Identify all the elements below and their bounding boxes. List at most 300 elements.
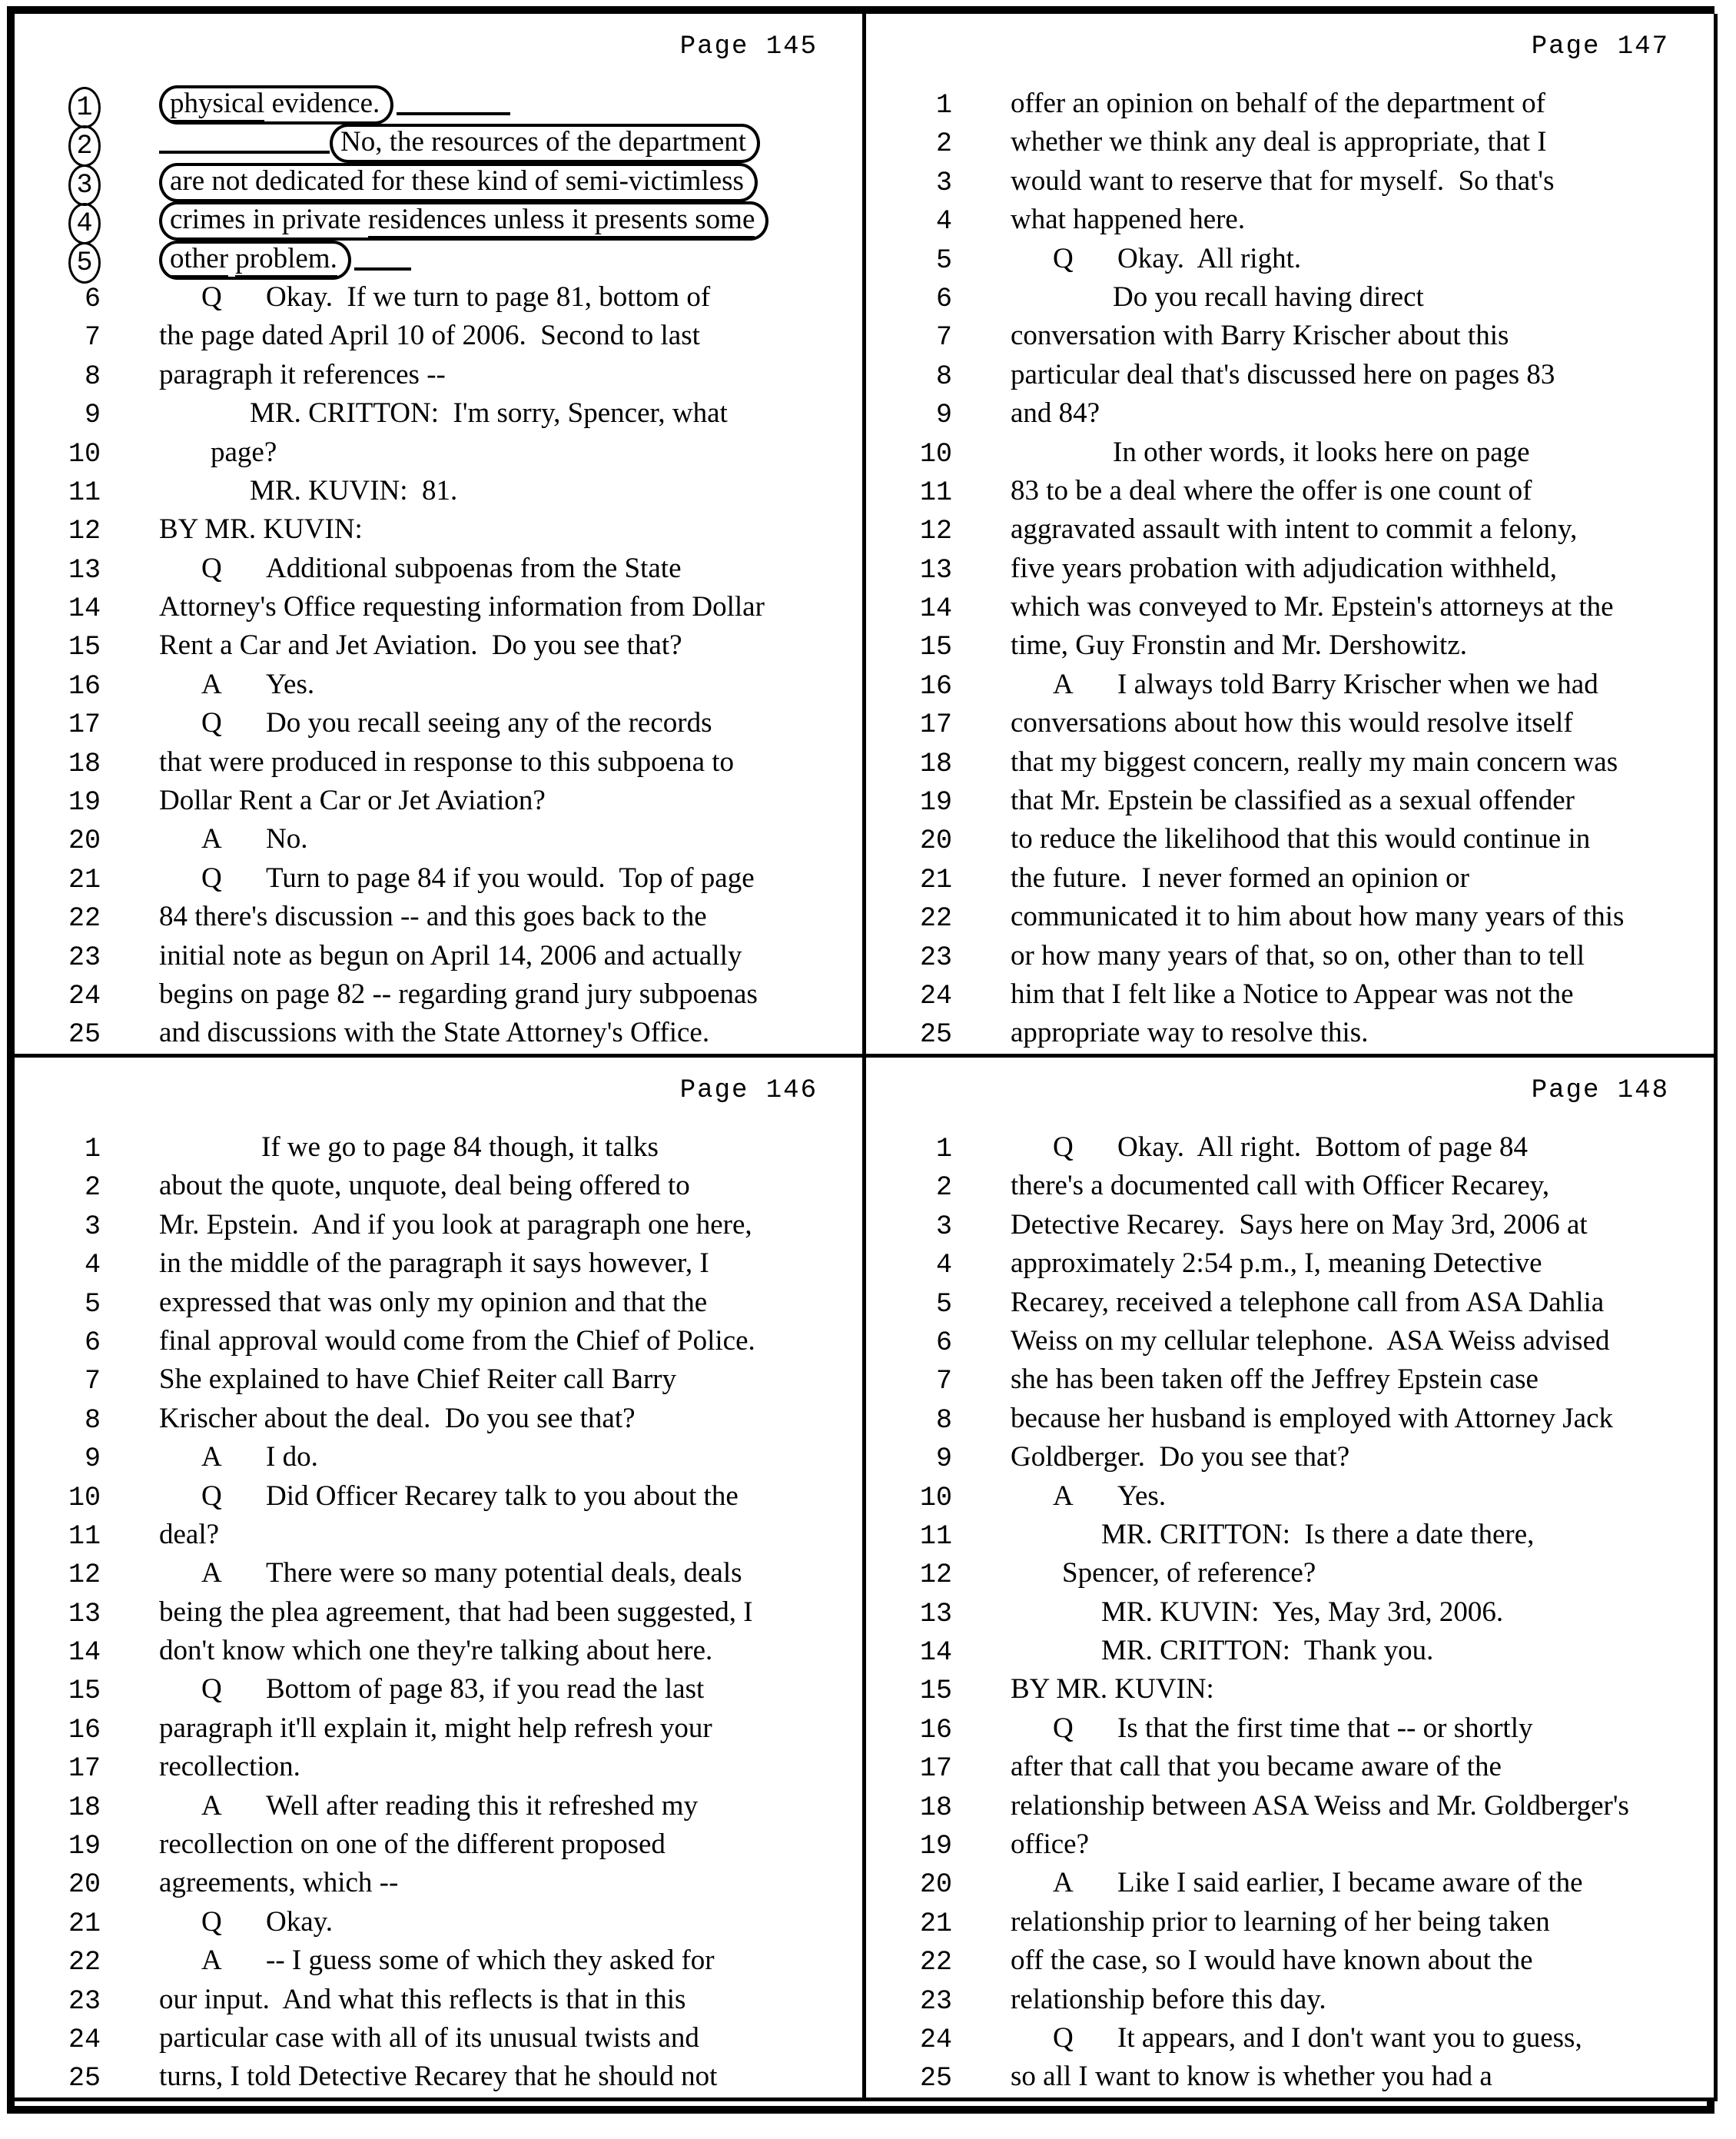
line-text bbox=[952, 472, 1532, 510]
line-text bbox=[101, 820, 307, 859]
line-text-indent bbox=[1011, 513, 1577, 545]
line-text-indent bbox=[1011, 1945, 1533, 1976]
line-row bbox=[15, 1284, 862, 1322]
line-text bbox=[101, 1014, 709, 1052]
text-segment: Krischer about the deal. Do you see that? bbox=[159, 1402, 636, 1434]
line-text bbox=[101, 472, 457, 510]
line-row bbox=[15, 704, 862, 742]
line-text bbox=[952, 1748, 1502, 1786]
line-text bbox=[952, 1438, 1349, 1476]
line-number-cell bbox=[15, 671, 101, 702]
text-segment: because her husband is employed with Attorney Jack bbox=[1011, 1402, 1613, 1434]
line-row bbox=[15, 1670, 862, 1709]
line-number-cell bbox=[15, 1599, 101, 1629]
qa-marker: A bbox=[201, 1945, 222, 1977]
line-text-indent bbox=[1011, 1480, 1166, 1512]
line-row bbox=[15, 1864, 862, 1902]
line-text-indent bbox=[159, 1247, 709, 1279]
line-row bbox=[15, 278, 862, 317]
line-row bbox=[866, 898, 1714, 936]
text-segment: final approval would come from the Chief of Police. bbox=[159, 1324, 755, 1357]
line-text-indent bbox=[159, 165, 758, 197]
line-text bbox=[101, 1981, 685, 2019]
text-segment: In other words, it looks here on page bbox=[1113, 436, 1530, 468]
line-number: 21 bbox=[919, 1908, 952, 1939]
annotation-underline bbox=[159, 151, 330, 154]
line-number-cell bbox=[866, 865, 952, 895]
line-number: 6 bbox=[84, 1327, 101, 1358]
line-number-cell bbox=[866, 439, 952, 470]
line-text bbox=[952, 278, 1424, 317]
line-number: 7 bbox=[84, 1366, 101, 1397]
line-number-cell bbox=[866, 749, 952, 779]
line-text-indent bbox=[1011, 1984, 1326, 2015]
line-row bbox=[866, 550, 1714, 588]
line-number-cell bbox=[866, 1327, 952, 1358]
transcript-page bbox=[15, 14, 866, 1058]
line-number: 7 bbox=[935, 1366, 952, 1397]
line-text-indent bbox=[159, 320, 700, 351]
line-text-indent bbox=[159, 553, 682, 584]
line-row bbox=[866, 1670, 1714, 1709]
line-number-cell bbox=[866, 1986, 952, 2017]
text-segment: in the middle of the paragraph it says however, I bbox=[159, 1247, 709, 1280]
line-text-indent bbox=[159, 746, 734, 778]
text-segment: Yes. bbox=[1117, 1480, 1167, 1512]
line-number: 24 bbox=[919, 980, 952, 1011]
line-row bbox=[15, 1825, 862, 1864]
line-number: 20 bbox=[68, 825, 101, 857]
line-number-cell bbox=[866, 168, 952, 198]
line-text bbox=[101, 2058, 717, 2096]
qa-marker: A bbox=[201, 1789, 222, 1822]
line-text-indent bbox=[1011, 785, 1575, 816]
text-segment: relationship between ASA Weiss and Mr. Goldberger's bbox=[1011, 1789, 1629, 1822]
line-number: 2 bbox=[935, 1172, 952, 1204]
line-row bbox=[866, 1748, 1714, 1786]
line-text-indent bbox=[159, 1017, 709, 1048]
text-segment: particular case with all of its unusual twists and bbox=[159, 2021, 699, 2054]
line-text bbox=[952, 1903, 1550, 1941]
line-number: 2 bbox=[935, 128, 952, 160]
line-text-indent bbox=[159, 281, 710, 313]
line-text bbox=[952, 1477, 1166, 1516]
line-number: 10 bbox=[919, 1482, 952, 1513]
line-row bbox=[866, 317, 1714, 355]
line-text-indent bbox=[1011, 1751, 1502, 1782]
qa-marker: A bbox=[1053, 668, 1074, 700]
line-text bbox=[952, 975, 1574, 1014]
line-number: 17 bbox=[68, 1753, 101, 1785]
line-row bbox=[15, 201, 862, 239]
text-segment: expressed that was only my opinion and that the bbox=[159, 1286, 708, 1318]
line-text bbox=[952, 1014, 1368, 1052]
line-row bbox=[866, 1244, 1714, 1283]
qa-marker: A bbox=[201, 1557, 222, 1589]
annotation-underline bbox=[397, 112, 510, 115]
line-number-cell bbox=[866, 2063, 952, 2094]
text-segment: I always told Barry Krischer when we had bbox=[1117, 668, 1598, 700]
line-row bbox=[15, 472, 862, 510]
annotation-underlined-text: problem. bbox=[235, 243, 337, 278]
line-number: 16 bbox=[68, 670, 101, 702]
line-text-indent bbox=[1011, 281, 1424, 313]
line-number: 19 bbox=[68, 787, 101, 819]
line-text bbox=[101, 1400, 636, 1438]
line-number: 21 bbox=[919, 864, 952, 895]
line-number: 8 bbox=[935, 1404, 952, 1436]
line-text bbox=[101, 1709, 712, 1748]
line-number: 19 bbox=[919, 787, 952, 819]
text-segment: MR. CRITTON: I'm sorry, Spencer, what bbox=[250, 397, 728, 430]
line-row bbox=[866, 975, 1714, 1014]
line-number: 17 bbox=[68, 709, 101, 741]
line-row bbox=[866, 2058, 1714, 2096]
line-number: 18 bbox=[68, 748, 101, 779]
line-number-cell bbox=[866, 1405, 952, 1436]
line-text bbox=[952, 1864, 1583, 1902]
line-row bbox=[15, 1438, 862, 1476]
line-row bbox=[15, 975, 862, 1014]
line-number: 25 bbox=[68, 2063, 101, 2094]
text-segment: Weiss on my cellular telephone. ASA Weiss advised bbox=[1011, 1324, 1610, 1357]
line-text bbox=[101, 859, 755, 898]
line-row bbox=[15, 356, 862, 394]
line-row bbox=[866, 1167, 1714, 1205]
qa-marker: A bbox=[1053, 1867, 1074, 1899]
line-text-indent bbox=[1011, 1557, 1316, 1589]
line-row bbox=[15, 666, 862, 704]
line-text bbox=[952, 317, 1509, 355]
annotation-underlined-text: residences unless it presents some bbox=[368, 204, 755, 239]
line-number-cell bbox=[866, 361, 952, 392]
line-text-indent bbox=[1011, 629, 1467, 661]
text-segment: aggravated assault with intent to commit a felony, bbox=[1011, 513, 1578, 546]
line-number: 9 bbox=[935, 1443, 952, 1475]
text-segment: whether we think any deal is appropriate, that I bbox=[1011, 126, 1547, 158]
text-segment: relationship prior to learning of her being taken bbox=[1011, 1905, 1550, 1938]
line-row bbox=[866, 1477, 1714, 1516]
line-number-cell bbox=[15, 1715, 101, 1745]
line-number-cell bbox=[866, 1599, 952, 1629]
line-number-cell bbox=[15, 1947, 101, 1978]
line-number: 6 bbox=[935, 1327, 952, 1358]
line-number-cell bbox=[866, 787, 952, 818]
line-text-indent bbox=[1011, 437, 1530, 468]
line-text bbox=[101, 1593, 753, 1632]
line-number-cell bbox=[866, 477, 952, 508]
line-number-cell bbox=[866, 128, 952, 159]
line-text bbox=[952, 588, 1614, 626]
line-text-indent bbox=[1011, 1867, 1583, 1898]
line-text bbox=[952, 626, 1467, 665]
line-text-indent bbox=[159, 785, 546, 816]
text-segment: offer an opinion on behalf of the department of bbox=[1011, 88, 1545, 119]
text-segment: about the quote, unquote, deal being offered to bbox=[159, 1170, 690, 1202]
line-number-cell bbox=[15, 2063, 101, 2094]
text-segment: begins on page 82 -- regarding grand jury subpoenas bbox=[159, 978, 758, 1010]
line-row bbox=[866, 433, 1714, 472]
line-number: 3 bbox=[84, 1211, 101, 1242]
qa-marker: Q bbox=[1053, 2021, 1074, 2054]
line-number: 24 bbox=[919, 2024, 952, 2055]
annotation-underline bbox=[354, 267, 411, 271]
text-segment: recollection on one of the different proposed bbox=[159, 1828, 666, 1861]
line-text bbox=[952, 2019, 1582, 2058]
line-number: 11 bbox=[919, 1520, 952, 1552]
text-segment: the page dated April 10 of 2006. Second to last bbox=[159, 320, 700, 352]
text-segment: Additional subpoenas from the State bbox=[266, 552, 682, 584]
line-number: 14 bbox=[68, 1637, 101, 1669]
line-number: 11 bbox=[68, 477, 101, 508]
text-segment: I do. bbox=[266, 1441, 318, 1473]
line-number-cell bbox=[15, 903, 101, 934]
line-text bbox=[952, 433, 1530, 472]
text-segment: relationship before this day. bbox=[1011, 1983, 1326, 2015]
line-number-cell bbox=[15, 162, 101, 201]
line-text bbox=[101, 1516, 219, 1554]
line-row bbox=[15, 1128, 862, 1167]
line-number-cell bbox=[866, 1831, 952, 1862]
line-number: 13 bbox=[919, 1598, 952, 1629]
line-number-cell bbox=[15, 1831, 101, 1862]
line-text bbox=[952, 1400, 1613, 1438]
line-text-indent bbox=[1011, 1403, 1613, 1434]
line-number-cell bbox=[15, 361, 101, 392]
line-text bbox=[952, 1787, 1629, 1825]
line-number-cell bbox=[15, 400, 101, 430]
line-row bbox=[866, 1438, 1714, 1476]
text-segment: deal? bbox=[159, 1518, 220, 1550]
line-text bbox=[952, 123, 1547, 161]
line-text bbox=[952, 550, 1557, 588]
line-row bbox=[15, 2058, 862, 2096]
line-text-indent bbox=[159, 1984, 685, 2015]
line-row bbox=[866, 1360, 1714, 1399]
text-segment: Okay. If we turn to page 81, bottom of bbox=[266, 281, 711, 313]
line-number: 16 bbox=[919, 1714, 952, 1745]
line-number: 17 bbox=[919, 709, 952, 741]
line-number-cell bbox=[866, 206, 952, 237]
line-text bbox=[101, 588, 765, 626]
line-row bbox=[15, 1554, 862, 1593]
line-row bbox=[866, 201, 1714, 239]
line-row bbox=[15, 317, 862, 355]
line-text-indent bbox=[159, 1209, 752, 1241]
line-number-cell bbox=[866, 1483, 952, 1513]
line-number: 14 bbox=[68, 593, 101, 625]
line-number-cell bbox=[15, 439, 101, 470]
line-number-cell bbox=[15, 865, 101, 895]
line-number: 7 bbox=[84, 322, 101, 354]
line-number: 23 bbox=[919, 1985, 952, 2017]
line-number-cell bbox=[866, 1289, 952, 1320]
line-number: 18 bbox=[919, 748, 952, 779]
line-row bbox=[866, 1903, 1714, 1941]
line-text bbox=[101, 937, 742, 975]
line-text bbox=[101, 1748, 300, 1786]
line-text bbox=[101, 1670, 704, 1709]
qa-marker: Q bbox=[201, 707, 222, 739]
line-row bbox=[15, 743, 862, 782]
text-segment: after that call that you became aware of the bbox=[1011, 1751, 1502, 1783]
line-text-indent bbox=[159, 1751, 300, 1782]
line-number-cell bbox=[866, 709, 952, 740]
line-text bbox=[952, 1593, 1503, 1632]
text-segment: Detective Recarey. Says here on May 3rd, 2006 at bbox=[1011, 1208, 1588, 1241]
line-number-cell bbox=[15, 1637, 101, 1668]
line-text bbox=[101, 85, 510, 123]
line-number: 19 bbox=[68, 1831, 101, 1862]
line-text-indent bbox=[159, 437, 277, 468]
line-text-indent bbox=[1011, 1325, 1610, 1357]
line-row bbox=[866, 782, 1714, 820]
line-text-indent bbox=[159, 862, 755, 894]
line-number-cell bbox=[866, 284, 952, 314]
line-text bbox=[101, 162, 758, 201]
line-number: 22 bbox=[919, 903, 952, 935]
text-segment: our input. And what this reflects is that in this bbox=[159, 1983, 686, 2015]
line-number: 20 bbox=[919, 825, 952, 857]
text-segment: conversation with Barry Krischer about this bbox=[1011, 320, 1509, 352]
line-row bbox=[15, 394, 862, 433]
line-number: 18 bbox=[919, 1792, 952, 1823]
text-segment bbox=[228, 243, 235, 274]
text-segment: Recarey, received a telephone call from ASA Dahlia bbox=[1011, 1286, 1605, 1318]
text-segment: what happened here. bbox=[1011, 204, 1246, 236]
text-segment: Mr. Epstein. And if you look at paragraph one here, bbox=[159, 1208, 752, 1241]
line-text bbox=[101, 1941, 715, 1980]
text-segment: crimes in private bbox=[170, 204, 368, 236]
line-number: 12 bbox=[919, 1559, 952, 1591]
line-text bbox=[952, 1322, 1610, 1360]
line-number-cell bbox=[15, 201, 101, 240]
line-number: 17 bbox=[919, 1753, 952, 1785]
line-row bbox=[866, 859, 1714, 898]
line-text bbox=[952, 898, 1624, 936]
line-row bbox=[866, 1128, 1714, 1167]
line-number-cell bbox=[15, 123, 101, 162]
line-text-indent bbox=[1011, 862, 1469, 894]
qa-marker: A bbox=[201, 823, 222, 855]
qa-marker: Q bbox=[201, 1480, 222, 1512]
line-text bbox=[101, 1128, 659, 1167]
line-number: 25 bbox=[919, 1019, 952, 1051]
line-text-indent bbox=[1011, 165, 1554, 197]
line-number-cell bbox=[866, 1172, 952, 1203]
line-text-indent bbox=[1011, 1906, 1550, 1938]
line-text-indent bbox=[159, 1712, 712, 1744]
line-number-cell bbox=[15, 1676, 101, 1706]
line-row bbox=[15, 1903, 862, 1941]
line-number-cell bbox=[866, 1676, 952, 1706]
line-row bbox=[15, 240, 862, 278]
line-text bbox=[952, 859, 1469, 898]
text-segment: 84 there's discussion -- and this goes back to the bbox=[159, 901, 707, 933]
line-text-indent bbox=[1011, 88, 1545, 119]
line-row bbox=[866, 1709, 1714, 1748]
line-number: 19 bbox=[919, 1831, 952, 1862]
line-text bbox=[952, 201, 1245, 239]
line-text bbox=[101, 782, 546, 820]
line-number: 9 bbox=[935, 400, 952, 431]
line-number: 22 bbox=[919, 1947, 952, 1978]
line-number: 1 bbox=[935, 1134, 952, 1164]
line-number-cell bbox=[866, 245, 952, 276]
line-text-indent bbox=[159, 1828, 666, 1860]
line-number: 22 bbox=[68, 903, 101, 935]
line-text bbox=[101, 240, 411, 278]
line-text-indent bbox=[159, 513, 363, 545]
line-text bbox=[952, 2058, 1492, 2096]
line-text bbox=[952, 704, 1573, 742]
line-number-cell bbox=[15, 1172, 101, 1203]
text-segment: Dollar Rent a Car or Jet Aviation? bbox=[159, 785, 546, 817]
line-number-cell bbox=[15, 1366, 101, 1397]
line-number-cell bbox=[15, 1250, 101, 1280]
line-number: 15 bbox=[68, 1676, 101, 1707]
line-text-indent bbox=[159, 1945, 715, 1976]
text-segment: Goldberger. Do you see that? bbox=[1011, 1441, 1350, 1473]
line-number: 18 bbox=[68, 1792, 101, 1823]
line-text-indent bbox=[159, 397, 728, 429]
line-row bbox=[15, 1981, 862, 2019]
line-row bbox=[866, 937, 1714, 975]
text-segment: appropriate way to resolve this. bbox=[1011, 1017, 1369, 1049]
line-text bbox=[952, 1244, 1542, 1283]
line-row bbox=[866, 510, 1714, 549]
line-text bbox=[101, 201, 768, 239]
text-segment: agreements, which -- bbox=[159, 1867, 399, 1899]
line-row bbox=[866, 1014, 1714, 1052]
line-text-indent bbox=[159, 669, 314, 700]
text-segment: Yes. bbox=[266, 668, 315, 700]
text-segment: that were produced in response to this subpoena to bbox=[159, 746, 735, 778]
line-text bbox=[952, 1167, 1549, 1205]
circled-line-number: 1 bbox=[68, 87, 101, 128]
line-text bbox=[952, 85, 1545, 123]
line-text bbox=[952, 162, 1554, 201]
line-row bbox=[866, 1554, 1714, 1593]
line-text-indent bbox=[159, 1519, 219, 1550]
qa-marker: Q bbox=[201, 1905, 222, 1938]
line-row bbox=[15, 1244, 862, 1283]
line-number: 12 bbox=[919, 516, 952, 547]
line-number: 20 bbox=[919, 1869, 952, 1901]
text-segment: paragraph it'll explain it, might help refresh your bbox=[159, 1712, 712, 1744]
line-text-indent bbox=[1011, 1287, 1604, 1318]
line-row bbox=[15, 162, 862, 201]
line-text bbox=[952, 1670, 1214, 1709]
line-row bbox=[15, 820, 862, 859]
line-text bbox=[952, 394, 1100, 433]
transcript-page bbox=[15, 1058, 866, 2101]
line-text-indent bbox=[159, 591, 765, 623]
text-segment: paragraph it references -- bbox=[159, 358, 446, 390]
line-number: 12 bbox=[68, 516, 101, 547]
page-number-header: Page 146 bbox=[679, 1076, 818, 1105]
line-text bbox=[952, 743, 1618, 782]
line-row bbox=[15, 433, 862, 472]
line-text-indent bbox=[1011, 204, 1245, 235]
text-segment: It appears, and I don't want you to guess, bbox=[1117, 2021, 1582, 2054]
line-number-cell bbox=[15, 942, 101, 973]
line-text-indent bbox=[1011, 1712, 1533, 1744]
line-text bbox=[101, 1206, 752, 1244]
line-text-indent bbox=[159, 1596, 753, 1628]
line-number-cell bbox=[866, 825, 952, 856]
line-number-cell bbox=[866, 1366, 952, 1397]
